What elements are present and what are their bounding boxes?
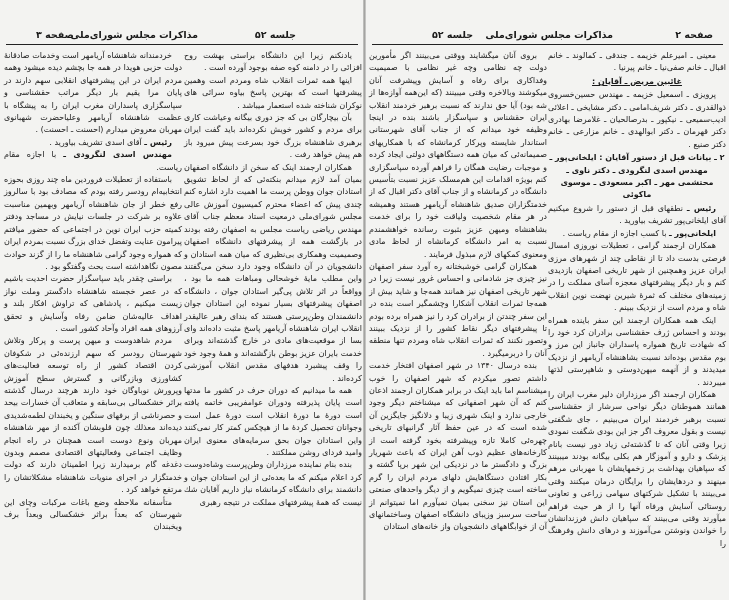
page-header <box>6 30 358 45</box>
speech-text: با کسب اجازه از مقام ریاست . <box>562 228 667 238</box>
paragraph: پرویزی ـ اسمعیل خزیمه ـ مهندس حسین‌خسروی ذوالقدری ـ دکتر شریف‌امامی ـ دکتر مشایخی ـ اعلائی ادیب‌سمیعی ـ نیکپور ـ بدرصالحیان ـ غلامرضا بهادری دکتر قهرمان ـ دکتر ابوالهدی ـ خانم مزارعی ـ خانم دکتر صنیع . <box>548 90 726 149</box>
text-column <box>548 50 726 550</box>
text-column <box>4 50 182 534</box>
paragraph: بآن بیچارگان بی که جز دوری بیگانه وعیاشت کاری برای مردم و کشور خویش نکرده‌اند باید گفت ایران برهبری شاهنشاه بزرگ خود بسرعت پیش میرود باز هم پیش خواهد رفت . <box>184 113 362 160</box>
speech-text: نطقهای قبل از دستور را شروع میکنیم آقای ایلخانی‌پور تشریف بیاورید . <box>548 203 726 226</box>
speech-text: با اجازه مقام ریاست. <box>4 150 182 172</box>
paragraph: یادنکنم زیرا این دانشگاه براستی بهشت روح افزائی را در دامنه کوه صفه بوجود آورده است . <box>184 51 362 73</box>
speaker-paragraph <box>4 137 182 149</box>
session-number: جلسه ۵۲ <box>432 30 474 41</box>
speaker-paragraph <box>548 203 726 228</box>
paragraph: باستفاده از تعطیلات فروردین ماه چند روزی بحوزه انتخابیه‌ام رودسر رفته بودم که مصادف بود با سالروز رفع خطر از جان شاهنشاه آریامهر وبهمین مناسبت علاوه بر شرکت در جلسات نیایش در مساجد ودفتر کمیته حزب ایران نوین در اجتماعی که حضور میافتم پیرامون عنایت وتفضل خدای بزرگ نسبت بمردم ایران که همواره وجود گرامی شاهنشاه ما را از گزند حوادث مصون نگاهداشته است بحث وگفتگو بود . <box>4 175 182 271</box>
paragraph: همه ما میدانیم که دوران حرف در کشور ما مدتها است پایان پذیرفته ودوران عوامفریبی خاتمه یافته است دورهٔ ما دورهٔ انقلاب است دورهٔ عمل است وجوانان تحصیل کردهٔ ما از هیچکس کمتر کار نمی‌کنند واین استادان جوان بحق سرمایه‌های معنوی ایران وامید فردای روشن مملکتند . <box>184 385 362 457</box>
session-number: جلسه ۵۲ <box>254 30 296 41</box>
paragraph: همکاران ارجمند اینک که سخن از دانشگاه اصفهان بمیان آمد لازم میدانم بنکته‌ئی که از لحاظ تشویق استادان جوان ووطن پرست ما اهمیت دارد اشاره کنم چندی پیش که اعضاء محترم کمیسیون آموزش عالی مجلس شورای‌ملی درمعیت استاد معظم جناب آقای مهندس ریاضی ریاست مجلس به اصفهان رفته بودند در بازگشت همه از پیشرفتهای دانشگاه اصفهان وصمیمیت وهمکاری بی‌نظیری که میان همه استادان و دانشجویان در آن دانشگاه وجود دارد سخن می‌گفتند واین مطلب مایهٔ خوشحالی ومباهات همه ما بود ، وواقعاً در اثر تلاش پی‌گیر استادان جوان ، دانشگاه اصفهان پیشرفتهای بسیار نموده این استادان جوان دانشمندان وطن‌پرستی هستند که بندای رهبر عالیقدر انقلاب ایران شاهنشاه آریامهر پاسخ مثبت داده‌اند وای بسا از موقعیت‌های مادی در خارج گذشته‌اند وبرای خدمت بایران عزیز بوطن بازگشته‌اند و همهٔ وجود خود را وقف پیشبرد هدفهای مقدس انقلاب آموزشی کرده‌اند . <box>184 162 362 383</box>
speech-text: آقای اسدی تشریف بیاورید . <box>49 137 142 147</box>
paragraph: بنده بنام نماینده مرزداران وطن‌پرست وشاه‌دوست کرد اعلام میکنم که ما بعده‌ئی از این استادان جوان و دانشمند برای دانشگاه کرمانشاه نیاز داریم آقایان شك نیست که همهٔ پیشرفتهای مملکت در نتیجه رهبری <box>184 460 362 507</box>
paragraph: بروی آنان میگشایند ووقتی می‌بینند اگر مأمورین دولت چه نظامی وچه غیر نظامی با صمیمیت وفداکاری برای رفاه و آسایش وپیشرفت آنان میکوشند وبالاخره وقتی میبینند (که این‌همه آوازه‌ها از شه بود) آیا حق ندارند که نسبت برهبر خردمند انقلاب ایران حقشناس و سپاسگزار باشند بنده در اینجا وظیفه خود میدانم که از جناب آقای شهرستانی استاندار شایسته وپرکار کرمانشاه که با همکاریهای صمیمانه‌ئی که میان همه دستگاههای دولتی ایجاد کرده و موجبات رضایت همگان را فراهم آورده سپاسگزاری کنم بویژه اقدامات این هم‌مسلک عزیز نسبت بتأسیس دانشگاه در کرمانشاه و از جناب آقای دکتر اقبال که از خدمتگزاران صدیق شاهنشاه آریامهر هستند وهمیشه در هر مقام شخصیت ولیاقت خود را برای خدمت بشاهنشاه ومیهن عزیز بثبوت رسانده خواهشمندم نسبت به امر دانشگاه کرمانشاه از لحاظ مادی ومعنوی کمکهای لازم مبذول فرمایند . <box>369 51 547 259</box>
text-column <box>184 50 362 509</box>
right-page <box>366 0 729 600</box>
speaker-paragraph <box>4 149 182 174</box>
paragraph: اینها همه ثمرات انقلاب شاه ومردم است وهمین پیشرفتها است که بهترین پاسخ بیاوه سرائی های نوکران شناخته شده استعمار میباشد . <box>184 75 362 110</box>
page-number: صفحه ۳ <box>36 30 74 41</box>
paragraph: خردمندانه شاهنشاه آریامهر است وخدمات صادقانهٔ دولت حزبی هویدا در همه جا بچشم دیده میشود وهمه مردم ایران در این پیشرفتهای انقلابی سهم دارند در پایان مرا یقیم بار دیگر مراتب حقشناسی و سپاسگزاری پاسداران مغرب ایران را به پیشگاه با عظمت شاهنشاه آریامهر وعلیاحضرت شهبانوی مهربان معروض میدارم (احسنت ـ احسنت) . <box>4 51 182 135</box>
section-heading: غائبین مریض ـ آقایان : <box>592 76 682 86</box>
page-header <box>372 30 723 45</box>
paragraph: مردم شاهدوست و میهن پرست و پرکار وتلاش شهرستان رودسر که سهم ارزنده‌ئی در شکوفان کردن اقتصاد کشور از راه توسعه فعالیت‌های کشاورزی وبازرگانی و گسترش سطح آموزش وپرورش نوباوگان خود دارند هرچند درسال گذشته براثر خشکسالی بی‌سابقه و متعاقب آن خسارات بیحد و حصرناشی از برفهای سنگین و یخبندان لطمه‌شدیدی دیده‌اند معذلك چون قلوبشان آکنده از مهر شاهنشاه مهربان ونوع دوست است همچنان در راه انجام وظایف اجتماعی وفعالیتهای اقتصادی مصمم وبدون دغدغه گام برمیدارند زیرا اطمینان دارند که دولت خدمتگزار در اجرای منویات شاهنشاه مشکلاتشان را مرتفع خواهد کرد . <box>4 336 182 495</box>
speaker-name: رئیس ـ <box>686 203 716 213</box>
paragraph: براستی چقدر باید سپاسگزار حضرت احدیت باشیم که در عصر خجسته شاهنشاه دادگستر وملت نواز زیست میکنیم ، پادشاهی که تراوش افکار بلند و اهداف عالیه‌شان ضامن رفاه وآسایش و تحقق آرزوهای همه افراد وآحاد کشور است . <box>4 274 182 333</box>
paragraph: اینک همه همکاران ارجمند این سفر باینده همراه بودند و احساس ژرف حقشناسی برادران کرد خود را که شهادت تاریخ همواره پاسداران جانباز این مرز و بوم مقدس بوده‌اند نسبت بشاهنشاه آریامهر از نزدیک میدیدند و از آنهمه میهن‌دوستی و شاهپرستی لذتها میبردند . <box>548 315 726 387</box>
paragraph: همکاران ارجمند اگر مرزداران دلیر مغرب ایران را همانند هموطنان دیگر نواحی سرشار از حقشناسی نسبت برهبر خردمند ایران می‌بینیم ، جای شگفتی نیست و بقول معروف اگر جز این بودی شگفت نمودی زیرا وقتی آنان که تا گذشته‌ئی زیاد دور نیست بانام پزشک و دارو و آموزگار هم بکلی بیگانه بودند میبینند که سپاهیان بهداشت بر زخمهایشان با مهربانی مرهم مینهند و دردهایشان را برایگان درمان میکنند وقتی می‌بینند با تشکیل شرکتهای سهامی زراعی و تعاونی روستائی آسایش ورفاه آنها را از هر حیث فراهم میآورند وقتی می‌بینند که سپاهیان دانش فرزندانشان را خواندن ونوشتن می‌آموزند و درهای دانش وفرهنگ را <box>548 389 726 548</box>
paragraph: معینی ـ امیرعلم خزیمه ـ جندقی ـ کمالوند ـ خانم اقبال ـ خانم صفی‌نیا ـ خانم پیرنیا . <box>548 51 726 73</box>
paragraph: همکاران گرامی خوشبختانه ره آورد سفر اصفهان نیز چیزی جز شادمانی و احساس غرور نیست زیرا در شهر تاریخی اصفهان نیز همانند همه‌جا و شاید بیش از همه‌جا ثمرات انقلاب آشکارا وچشمگیر است بنده در این سفر چندتن از برادران کرد را نیز همراه برده بودم تا پیشرفتهای دیگر نقاط کشور را از نزدیک ببینند وتصور نکنند که ثمرات انقلاب شاه ومردم تنها منطقه آنان را دربرمیگیرد . <box>369 261 547 358</box>
page-number: صفحه ۲ <box>675 30 713 41</box>
paragraph: بنده درسال ۱۳۴۰ در شهر اصفهان افتخار خدمت داشتم تصور میکردم که شهر اصفهان را خوب میشناسم اما باید اینک در برابر همکاران ارجمند اذعان کنم که آن شهر اصفهانی که میشناختم دیگر وجود خارجی ندارد و اینک شهری زیبا و دلانگیز جایگزین آن شده است که در عین حفظ آثار گرانبهای تاریخی چهره‌ئی کاملا تازه وپیشرفته بخود گرفته است از کارخانه‌های عظیم ذوب آهن ایران که باعث شهریار بزرگ و دادگستر ما در نزدیکی این شهر برپا گشته و بکار افتادن دستگاهایش دلهای مردم ایران را گرم ساخته است چیزی نمیگویم و از دیگر واحدهای صنعتی این استان نیز سخنی بمیان نمیآورم اما نمیتوانم از ساحت سرسبز وزیبای دانشگاه اصفهان وساختمانهای آن از خوابگاههای دانشجویان واز خانه‌های استادان <box>369 361 547 532</box>
paragraph: متأسفانه ملاحظه وضع باغات مرکبات وچای این شهرستان که بعداً براثر خشکسالی وبعداً برف ویخبندان <box>4 497 182 532</box>
publication-title: مذاکرات مجلس شورای‌ملی <box>70 30 198 41</box>
publication-title: مذاکرات مجلس شورای‌ملی <box>485 30 613 41</box>
speaker-name: رئیس ـ <box>144 137 172 147</box>
speaker-name: ایلخانی‌پور ـ <box>668 228 716 238</box>
section-heading: ۲ ـ بیانات قبل از دستور آقایان : ایلخانی‌پور ـ مهندس اسدی لنگرودی ـ دکتر ناوی ـ محتشمی مهر ـ اکبر مسعودی ـ موسوی ماکوئی <box>549 153 725 200</box>
paragraph: همکاران ارجمند گرامی ، تعطیلات نوروزی امسال فرصتی بدست داد تا از نقاطی چند از شهرهای مرزی ایران عزیز وهمچنین از شهر تاریخی اصفهان بازدیدی کنم و بار دیگر پیشرفتهای معجزه آسای مملکت را در زمینه‌های مختلف که ثمرهٔ شیرین نهضت نوین انقلاب شاه و مردم است از نزدیک ببینم . <box>548 241 726 313</box>
speaker-name: مهندس اسدی لنگرودی ـ <box>63 150 172 160</box>
left-page <box>0 0 364 600</box>
text-column <box>369 50 547 534</box>
speaker-paragraph <box>548 228 726 240</box>
